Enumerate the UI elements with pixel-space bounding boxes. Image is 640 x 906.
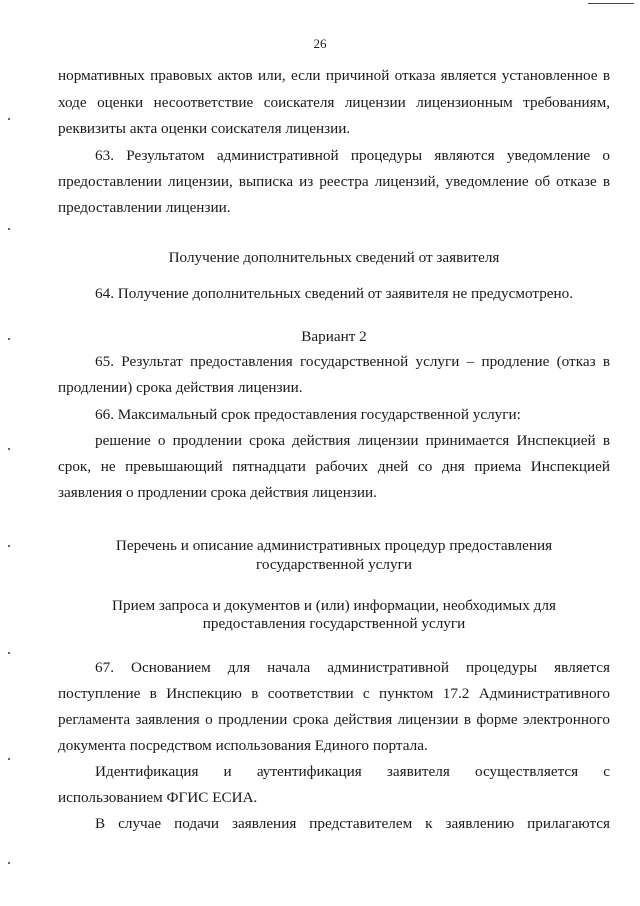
text-line: предоставлении лицензии, выписка из реестра лицензий, уведомление об отказе в	[58, 173, 610, 190]
margin-mark	[8, 448, 10, 450]
section-heading: Перечень и описание административных процедур предоставления	[115, 537, 553, 554]
page-number: 26	[313, 36, 327, 51]
text-line: 64. Получение дополнительных сведений от заявителя не предусмотрено.	[95, 285, 574, 302]
text-line: регламента заявления о продлении срока действия лицензии в форме электронного	[58, 711, 610, 728]
margin-mark	[8, 545, 10, 547]
text-line: 66. Максимальный срок предоставления государственной услуги:	[95, 406, 521, 423]
margin-mark	[8, 758, 10, 760]
margin-mark	[8, 338, 10, 340]
subsection-heading: предоставления государственной услуги	[202, 615, 466, 632]
text-line: решение о продлении срока действия лицензии принимается Инспекцией в	[95, 432, 610, 449]
section-heading: Получение дополнительных сведений от заявителя	[168, 249, 500, 266]
top-corner-mark	[588, 0, 634, 4]
text-line: Идентификация и аутентификация заявителя осуществляется с	[95, 763, 610, 780]
subsection-heading: Прием запроса и документов и (или) информации, необходимых для	[112, 597, 556, 614]
section-heading: государственной услуги	[256, 556, 412, 573]
text-line: предоставлении лицензии.	[58, 199, 231, 216]
text-line: нормативных правовых актов или, если причиной отказа является установленное в	[58, 67, 610, 84]
text-line: ходе оценки несоответствие соискателя лицензии лицензионным требованиям,	[58, 94, 610, 111]
text-line: срок, не превышающий пятнадцати рабочих дней со дня приема Инспекцией	[58, 458, 610, 475]
text-line: 63. Результатом административной процедуры являются уведомление о	[95, 147, 610, 164]
text-line: документа посредством использования Единого портала.	[58, 737, 428, 754]
section-heading: Вариант 2	[301, 328, 367, 345]
text-line: 65. Результат предоставления государственной услуги – продление (отказ в	[95, 353, 610, 370]
text-line: использованием ФГИС ЕСИА.	[58, 789, 258, 806]
text-line: поступление в Инспекцию в соответствии с пунктом 17.2 Административного	[58, 685, 610, 702]
text-line: реквизиты акта оценки соискателя лицензии.	[58, 120, 351, 137]
text-line: В случае подачи заявления представителем к заявлению прилагаются	[95, 815, 610, 832]
margin-mark	[8, 118, 10, 120]
text-line: 67. Основанием для начала административной процедуры является	[95, 659, 610, 676]
text-line: заявления о продлении срока действия лицензии.	[58, 484, 377, 501]
margin-mark	[8, 228, 10, 230]
text-line: продлении) срока действия лицензии.	[58, 379, 303, 396]
margin-mark	[8, 862, 10, 864]
margin-mark	[8, 652, 10, 654]
